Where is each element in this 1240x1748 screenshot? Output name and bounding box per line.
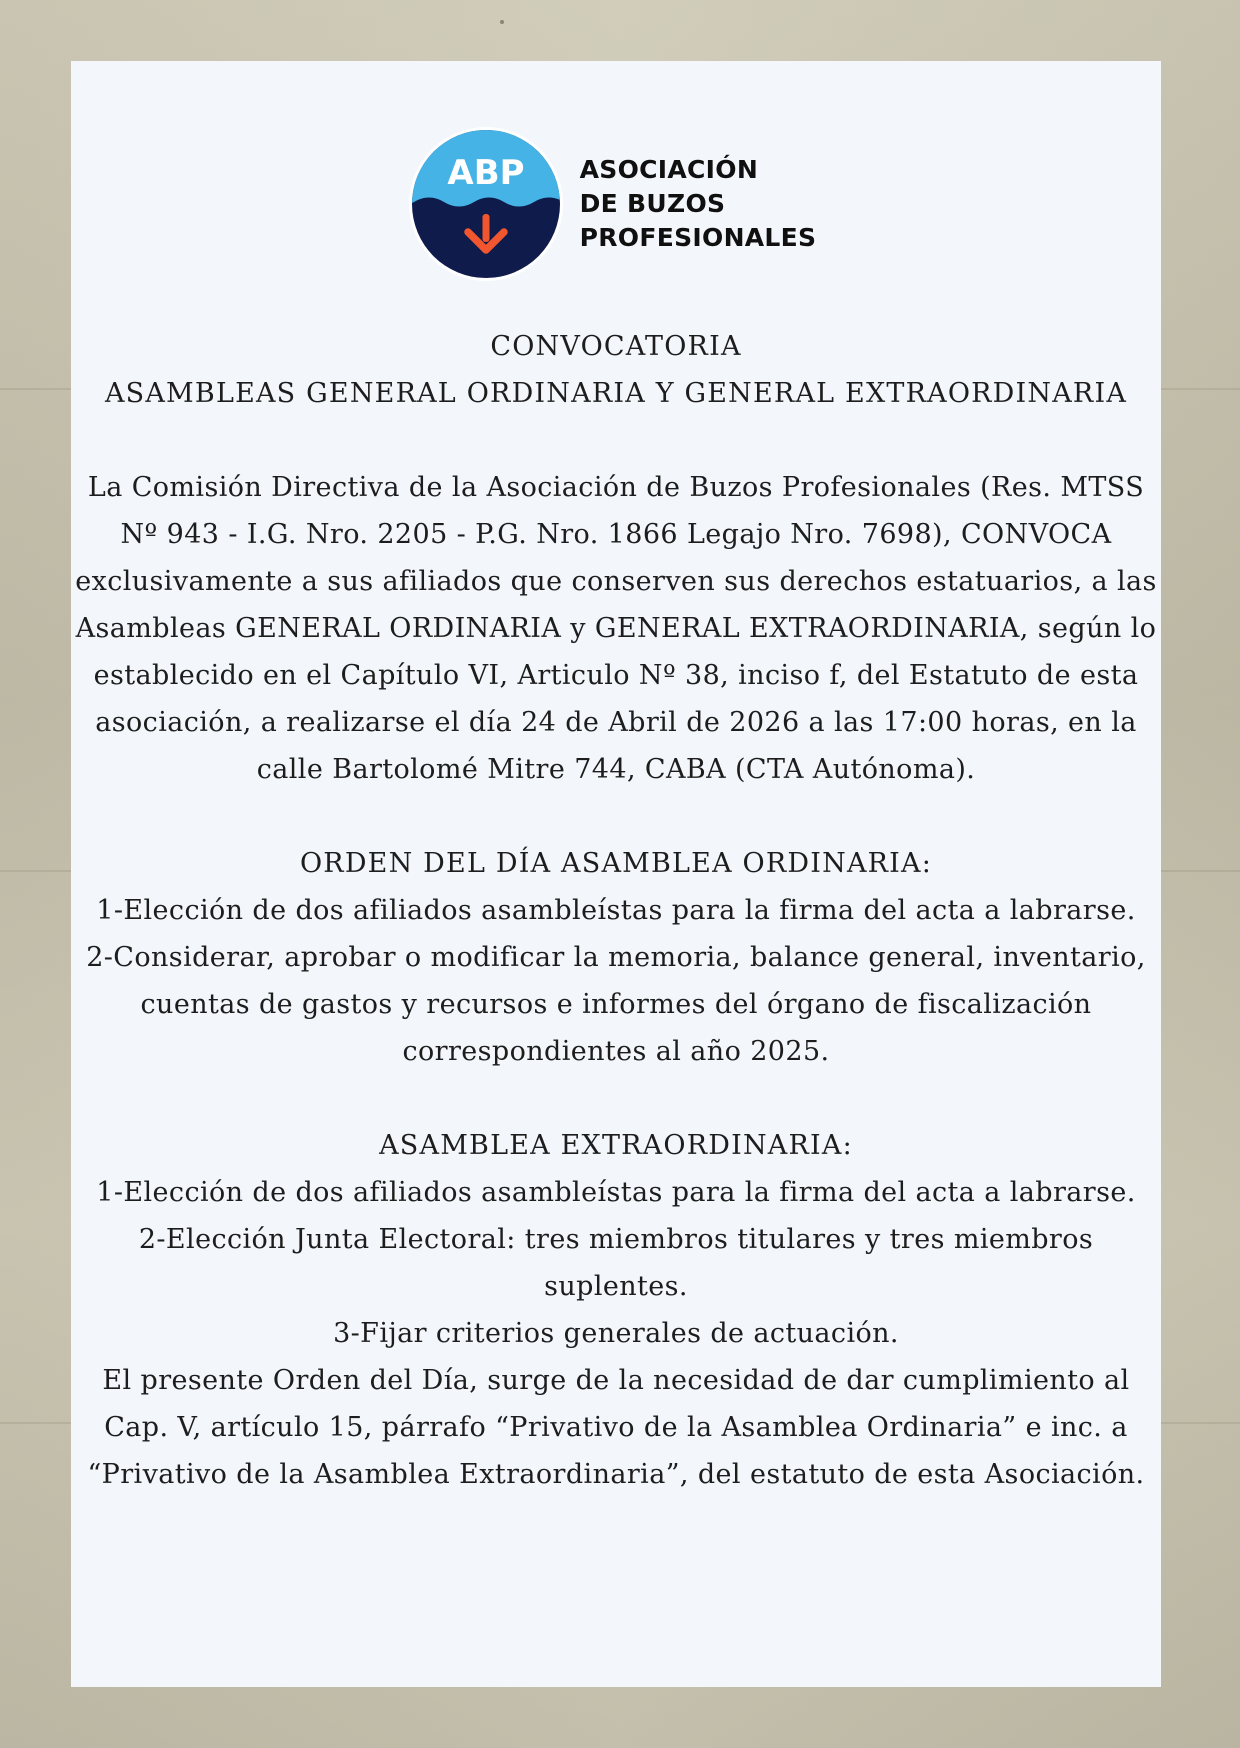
paper-speck [500,20,504,24]
notice-card [71,61,1161,1687]
logo-line: ASOCIACIÓN [579,155,759,184]
ordinaria-heading: ORDEN DEL DÍA ASAMBLEA ORDINARIA: [299,848,933,879]
closing-paragraph: El presente Orden del Día, surge de la necesidad de dar cumplimiento al Cap. V, artículo 15, párrafo “Privativo de la Asamblea Ordinaria” e inc. a “Privativo de la Asamblea Extraordinaria”, del estatuto de esta Asociación. [87,1365,1145,1490]
abp-logo-badge [408,126,564,282]
extraordinaria-item: 2-Elección Junta Electoral: tres miembros titulares y tres miembros suplentes. [138,1224,1094,1302]
logo-line: PROFESIONALES [579,223,817,252]
extraordinaria-heading: ASAMBLEA EXTRAORDINARIA: [379,1130,853,1161]
ordinaria-item: 1-Elección de dos afiliados asambleístas para la firma del acta a labrarse. [96,895,1136,926]
extraordinaria-item: 1-Elección de dos afiliados asambleístas para la firma del acta a labrarse. [96,1177,1136,1208]
logo-wordmark [580,153,817,255]
badge-text: ABP [447,153,525,193]
notice-body [71,323,1161,1498]
logo [71,126,1161,282]
title-line: ASAMBLEAS GENERAL ORDINARIA Y GENERAL EXTRAORDINARIA [104,378,1128,409]
extraordinaria-item: 3-Fijar criterios generales de actuación. [333,1318,899,1349]
title-line: CONVOCATORIA [490,331,742,362]
intro-paragraph: La Comisión Directiva de la Asociación de Buzos Profesionales (Res. MTSS Nº 943 - I.G. Nro. 2205 - P.G. Nro. 1866 Legajo Nro. 7698), CONVOCA exclusivamente a sus afiliados que conserven sus derechos estatuarios, a las Asambleas GENERAL ORDINARIA y GENERAL EXTRAORDINARIA, según lo establecido en el Capítulo VI, Articulo Nº 38, inciso f, del Estatuto de esta asociación, a realizarse el día 24 de Abril de 2026 a las 17:00 horas, en la calle Bartolomé Mitre 744, CABA (CTA Autónoma). [75,472,1157,785]
ordinaria-item: 2-Considerar, aprobar o modificar la memoria, balance general, inventario, cuentas de gastos y recursos e informes del órgano de fiscalización correspondientes al año 2025. [86,942,1146,1067]
logo-line: DE BUZOS [579,189,726,218]
